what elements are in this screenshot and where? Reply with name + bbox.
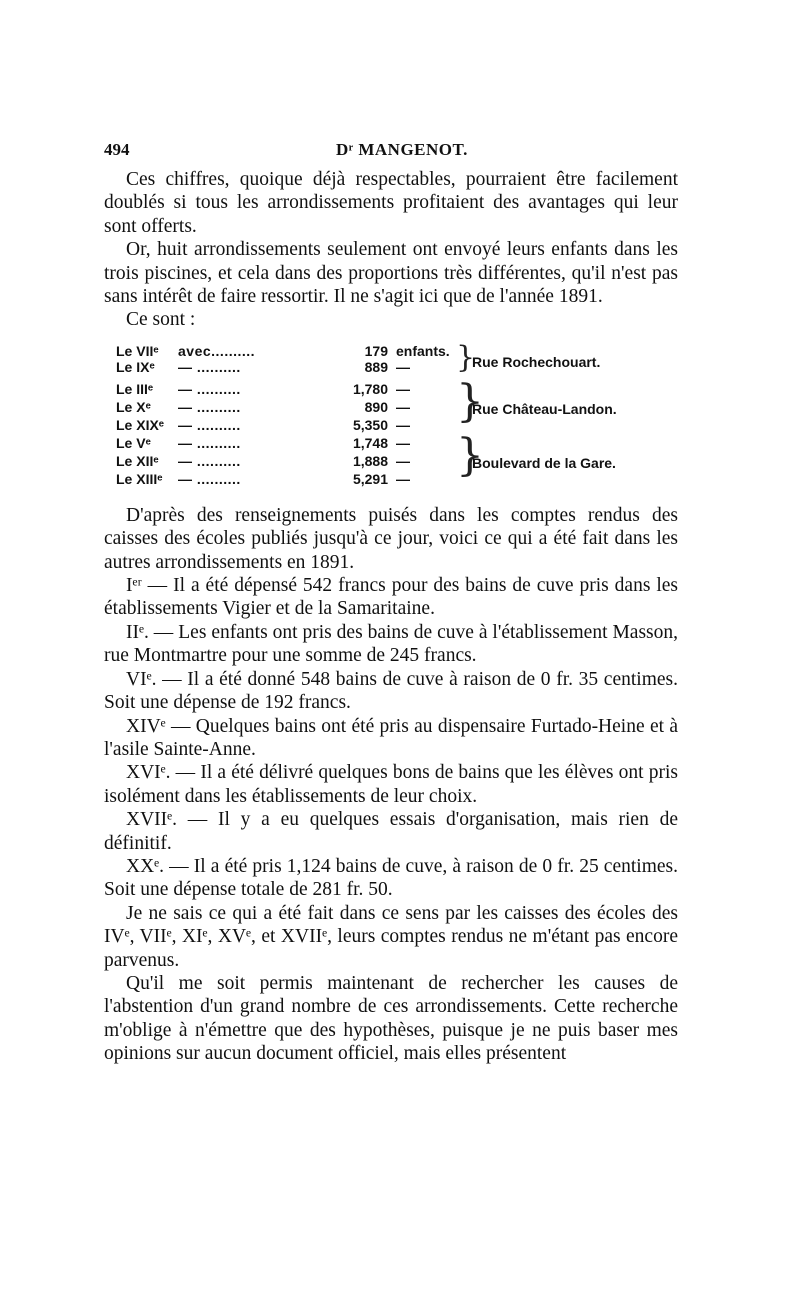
children-count: 1,748 xyxy=(352,434,388,451)
leader-dots: avec.......... xyxy=(178,342,256,359)
book-page xyxy=(104,140,678,1066)
running-title: Dʳ MANGENOT. xyxy=(336,140,468,159)
children-count: 1,888 xyxy=(352,452,388,469)
arrondissement-label: Le XIIIᵉ xyxy=(116,470,163,487)
paragraph: XIVᵉ — Quelques bains ont été pris au dispensaire Furtado-Heine et à l'asile Sainte-Anne. xyxy=(104,715,678,760)
paragraph: Ce sont : xyxy=(126,309,196,331)
leader-dots: — .......... xyxy=(178,452,241,469)
arrondissement-label: Le IIIᵉ xyxy=(116,380,154,397)
paragraph: XVIᵉ. — Il a été délivré quelques bons de bains que les élèves ont pris isolément dans les établissements de leur choix. xyxy=(104,762,678,807)
paragraph: Or, huit arrondissements seulement ont envoyé leurs enfants dans les trois piscines, et cela dans des proportions très différentes, qu'il n'est pas sans intérêt de faire ressortir. Il ne s'agit ici que de l'année 1891. xyxy=(104,239,678,308)
page-number: 494 xyxy=(104,140,130,159)
leader-dots: — .......... xyxy=(178,434,241,451)
arrondissement-label: Le IXᵉ xyxy=(116,358,155,375)
paragraph: Iᵉʳ — Il a été dépensé 542 francs pour des bains de cuve pris dans les établissements Vigier et de la Samaritaine. xyxy=(104,575,678,620)
body-text xyxy=(104,168,678,1066)
arrondissement-label: Le XIXᵉ xyxy=(116,416,165,433)
children-count: 890 xyxy=(364,398,388,415)
brace-icon: } xyxy=(456,375,484,427)
unit-label: — xyxy=(396,398,410,415)
paragraph: XVIIᵉ. — Il y a eu quelques essais d'organisation, mais rien de définitif. xyxy=(104,809,678,854)
unit-label: — xyxy=(396,452,410,469)
arrondissement-label: Le VIIᵉ xyxy=(116,342,159,359)
paragraph: Je ne sais ce qui a été fait dans ce sens par les caisses des écoles des IVᵉ, VIIᵉ, XIᵉ, XVᵉ, et XVIIᵉ, leurs comptes rendus ne m'étant pas encore parvenus. xyxy=(104,902,678,971)
children-count: 889 xyxy=(364,358,388,375)
pool-location: Rue Château-Landon. xyxy=(472,400,617,417)
unit-label: — xyxy=(396,358,410,375)
running-header xyxy=(104,140,678,168)
leader-dots: — .......... xyxy=(178,358,241,375)
arrondissement-label: Le XIIᵉ xyxy=(116,452,159,469)
children-count: 1,780 xyxy=(352,380,388,397)
unit-label: — xyxy=(396,434,410,451)
unit-label: — xyxy=(396,380,410,397)
pool-location: Rue Rochechouart. xyxy=(472,353,601,370)
unit-label: — xyxy=(396,470,410,487)
arrondissement-table xyxy=(104,339,678,488)
unit-label: — xyxy=(396,416,410,433)
leader-dots: — .......... xyxy=(178,416,241,433)
paragraph: XXᵉ. — Il a été pris 1,124 bains de cuve, à raison de 0 fr. 25 centimes. Soit une dépense totale de 281 fr. 50. xyxy=(104,855,678,901)
arrondissement-label: Le Xᵉ xyxy=(116,398,151,415)
brace-icon: } xyxy=(456,429,484,481)
paragraph: IIᵉ. — Les enfants ont pris des bains de cuve à l'établissement Masson, rue Montmartre pour une somme de 245 francs. xyxy=(104,621,678,667)
brace-icon: } xyxy=(456,339,476,375)
paragraph: VIᵉ. — Il a été donné 548 bains de cuve à raison de 0 fr. 35 centimes. Soit une dépense de 192 francs. xyxy=(104,668,678,714)
leader-dots: — .......... xyxy=(178,470,241,487)
children-count: 179 xyxy=(364,342,388,359)
arrondissement-label: Le Vᵉ xyxy=(116,434,151,451)
paragraph: Ces chiffres, quoique déjà respectables, pourraient être facilement doublés si tous les arrondissements profitaient des avantages qui leur sont offerts. xyxy=(104,169,678,237)
pool-location: Boulevard de la Gare. xyxy=(472,454,616,471)
leader-dots: — .......... xyxy=(178,380,241,397)
children-count: 5,350 xyxy=(352,416,388,433)
unit-label: enfants. xyxy=(396,342,450,359)
paragraph: D'après des renseignements puisés dans les comptes rendus des caisses des écoles publiés jusqu'à ce jour, voici ce qui a été fait dans les autres arrondissements en 1891. xyxy=(104,504,678,573)
paragraph: Qu'il me soit permis maintenant de rechercher les causes de l'abstention d'un grand nombre de ces arrondissements. Cette recherche m'oblige à n'émettre que des hypothèses, puisque je ne puis baser mes opinions sur aucun document officiel, mais elles présentent xyxy=(104,972,678,1065)
children-count: 5,291 xyxy=(352,470,388,487)
leader-dots: — .......... xyxy=(178,398,241,415)
